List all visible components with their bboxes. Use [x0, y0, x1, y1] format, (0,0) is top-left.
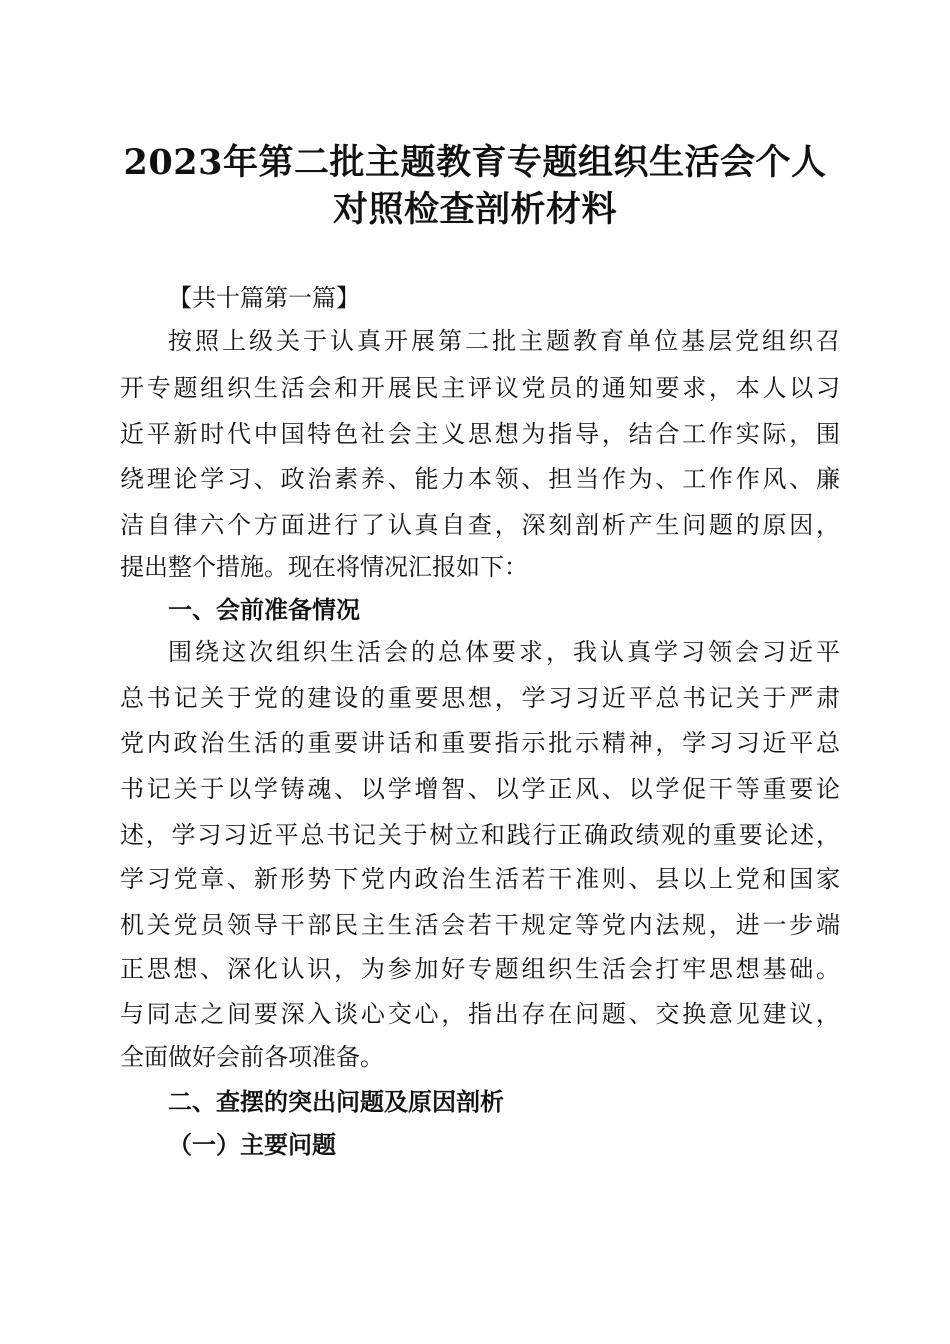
subsection-heading-main-problems: （一）主要问题 — [168, 1130, 336, 1159]
section1-line: 机关党员领导干部民主生活会若干规定等党内法规，进一步端 — [120, 911, 840, 939]
intro-line: 按照上级关于认真开展第二批主题教育单位基层党组织召 — [168, 327, 840, 355]
section1-line: 述，学习习近平总书记关于树立和践行正确政绩观的重要论述， — [120, 821, 840, 849]
section1-line: 与同志之间要深入谈心交心，指出存在问题、交换意见建议， — [120, 1000, 840, 1028]
document-title-line-1: 2023年第二批主题教育专题组织生活会个人 — [123, 142, 827, 183]
section1-line: 围绕这次组织生活会的总体要求，我认真学习领会习近平 — [168, 638, 840, 666]
section-heading-preparation: 一、会前准备情况 — [168, 596, 360, 624]
intro-line: 近平新时代中国特色社会主义思想为指导，结合工作实际，围 — [120, 420, 840, 448]
section1-line: 党内政治生活的重要讲话和重要指示批示精神，学习习近平总 — [120, 729, 840, 757]
intro-line: 洁自律六个方面进行了认真自查，深刻剖析产生问题的原因， — [120, 511, 840, 539]
section1-line: 书记关于以学铸魂、以学增智、以学正风、以学促干等重要论 — [120, 775, 840, 803]
section-heading-problems: 二、查摆的突出问题及原因剖析 — [168, 1088, 504, 1116]
section1-line: 正思想、深化认识，为参加好专题组织生活会打牢思想基础。 — [120, 955, 840, 983]
intro-line: 开专题组织生活会和开展民主评议党员的通知要求，本人以习 — [120, 374, 840, 402]
document-title-line-2: 对照检查剖析材料 — [332, 189, 617, 230]
section1-line: 总书记关于党的建设的重要思想，学习习近平总书记关于严肃 — [120, 684, 840, 712]
intro-line: 提出整个措施。现在将情况汇报如下： — [120, 553, 528, 581]
intro-line: 绕理论学习、政治素养、能力本领、担当作为、工作作风、廉 — [120, 465, 840, 493]
section1-line: 全面做好会前各项准备。 — [120, 1043, 384, 1071]
series-label: 【共十篇第一篇】 — [168, 284, 360, 312]
section1-line: 学习党章、新形势下党内政治生活若干准则、县以上党和国家 — [120, 865, 840, 893]
